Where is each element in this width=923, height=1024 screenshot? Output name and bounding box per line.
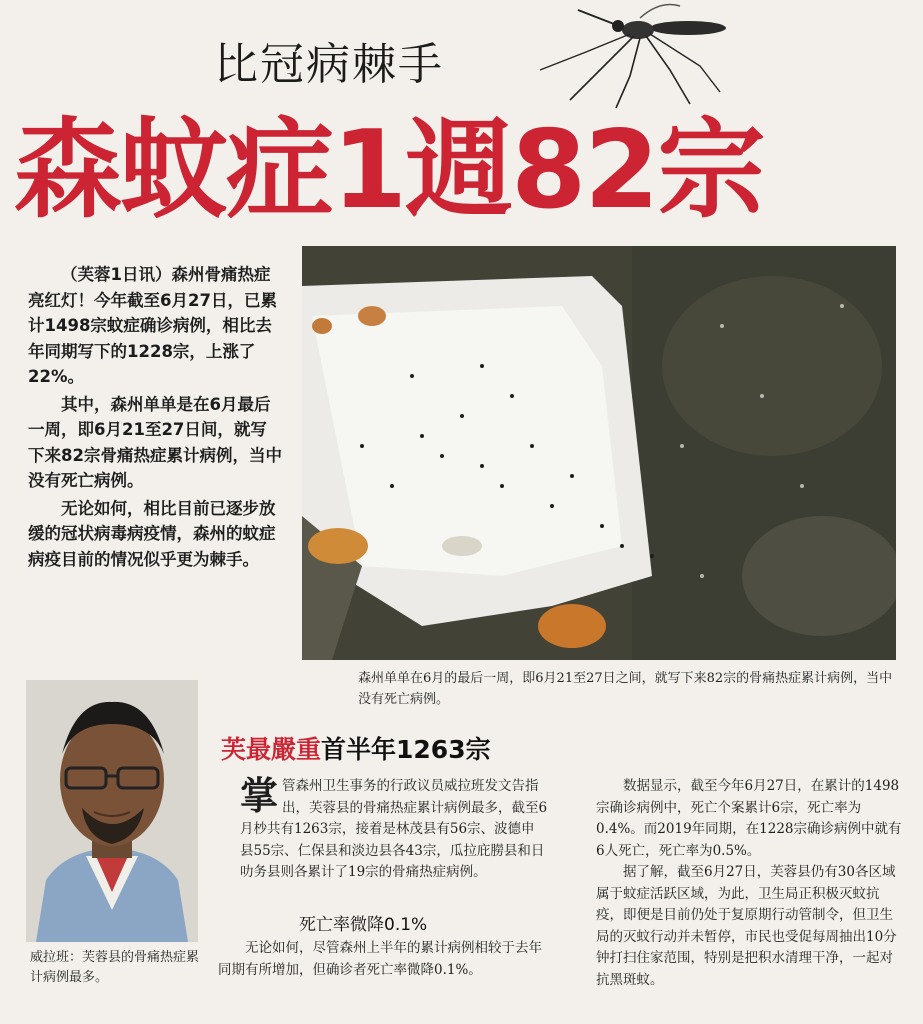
article-paragraph-4: 据了解，截至6月27日，芙蓉县仍有30各区域属于蚊症活跃区域，为此，卫生局正积极灭蚊抗疫，即便是目前仍处于复原期行动管制令，但卫生局的灭蚊行动并未暂停，市民也受促每周抽出10分钟打扫住家范围，特别是把积水清理干净，一起对抗黑斑蚊。 — [596, 864, 897, 988]
portrait-caption: 威拉班：芙蓉县的骨痛热症累计病例最多。 — [30, 950, 200, 985]
subheadline-red: 芙最嚴重 — [221, 735, 322, 764]
article-column-right — [596, 776, 902, 991]
kicker-headline: 比冠病棘手 — [214, 39, 444, 90]
article-subheadline — [221, 730, 491, 766]
mosquito-icon — [530, 0, 730, 110]
lead-paragraphs — [28, 262, 282, 574]
lead-paragraph-1: （芙蓉1日讯）森州骨痛热症亮红灯！今年截至6月27日，已累计1498宗蚊症确诊病例，相比去年同期写下的1228宗，上涨了22%。 — [28, 265, 277, 386]
lead-paragraph-3: 无论如何，相比目前已逐步放缓的冠状病毒病疫情，森州的蚊症病疫目前的情况似乎更为棘手。 — [28, 498, 276, 569]
article-column-left-lower — [218, 938, 548, 981]
subheadline-black: 首半年1263宗 — [321, 735, 491, 764]
lead-paragraph-2: 其中，森州单单是在6月最后一周，即6月21至27日间，就写下来82宗骨痛热症累计病例，当中没有死亡病例。 — [28, 394, 282, 490]
main-headline: 森蚊症1週82宗 — [14, 108, 764, 233]
article-paragraph-2: 无论如何，尽管森州上半年的累计病例相较于去年同期有所增加，但确诊者死亡率微降0.1%。 — [218, 940, 542, 978]
portrait-photo — [26, 680, 198, 942]
article-paragraph-1: 管森州卫生事务的行政议员威拉班发文告指出，芙蓉县的骨痛热症累计病例最多，截至6月杪共有1263宗，接着是林茂县有56宗、波德申县55宗、仁保县和淡边县各43宗，瓜拉庇朥县和日叻务县则各累计了19宗的骨痛热症病例。 — [240, 778, 548, 880]
article-paragraph-3: 数据显示，截至今年6月27日，在累计的1498宗确诊病例中，死亡个案累计6宗，死亡率为0.4%。而2019年同期，在1228宗确诊病例中就有6人死亡，死亡率为0.5%。 — [596, 778, 902, 859]
article-column-left — [240, 773, 548, 884]
drop-cap: 掌 — [240, 773, 279, 818]
photo-caption: 森州单单在6月的最后一周，即6月21至27日之间，就写下来82宗的骨痛热症累计病例，当中没有死亡病例。 — [358, 671, 893, 707]
section-minihead: 死亡率微降0.1% — [299, 915, 428, 935]
larvae-water-photo — [302, 246, 896, 660]
